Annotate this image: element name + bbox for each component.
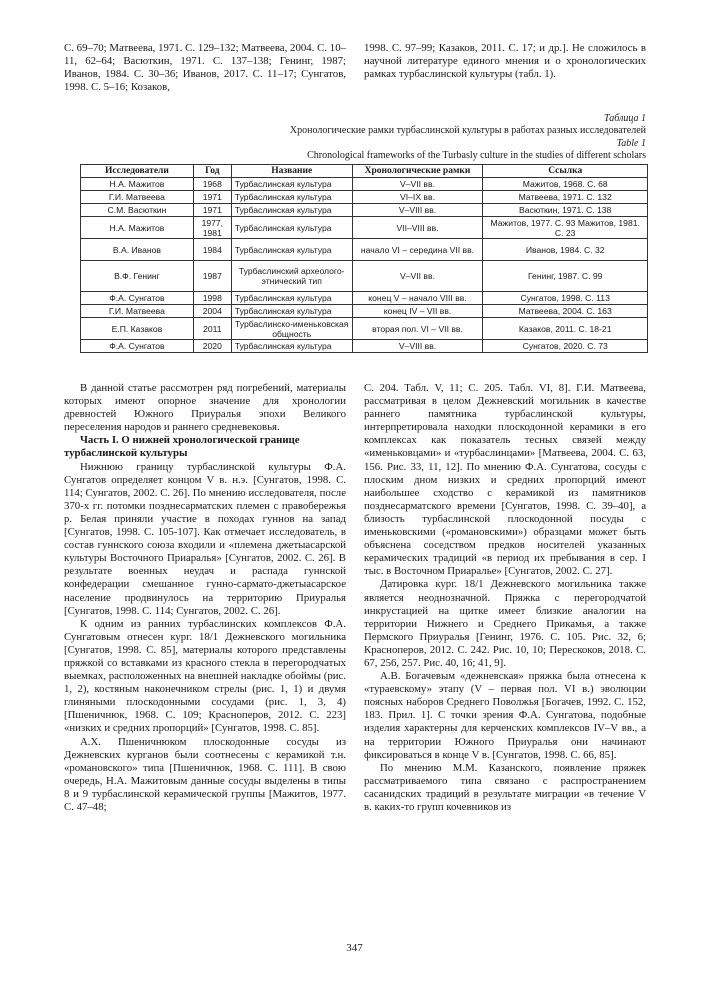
cell-name: Турбаслинско-именьковская общность [231, 318, 352, 340]
cell-reference: Матвеева, 2004. С. 163 [483, 305, 648, 318]
top-right-column [364, 42, 646, 81]
table-label-en: Table 1 [616, 138, 646, 149]
cell-year: 1971 [193, 191, 231, 204]
cell-range: V–VIII вв. [352, 340, 483, 353]
table-row [81, 178, 648, 191]
table-row [81, 217, 648, 239]
cell-name: Турбаслинская культура [231, 191, 352, 204]
table-row [81, 305, 648, 318]
table-row [81, 239, 648, 261]
cell-name: Турбаслинская культура [231, 217, 352, 239]
paragraph: С. 204. Табл. V, 11; С. 205. Табл. VI, 8]. Г.И. Матвеева, рассматривая в целом Дежневский могильник в качестве раннего памятника турбаслинской культуры, интерпретировала находки плоскодонной керамики в его комплексах как показатель тесных связей между «именьковцами» и «турбаслинцами» [Матвеева, 2004. С. 63, 156. Рис. 33, 11, 12]. По мнению Ф.А. Сунгатова, сосуды с плоским дном низких и средних пропорций имеют наибольшее сходство с керамикой из памятников позднесарматского времени [Сунгатов, 1998. С. 39–40], а близость турбаслинской плоскодонной посуды с именьковскими («романовскими») образцами может быть объяснена соседством предков носителей указанных керамических традиций «в период их пребывания в сер. I тыс. в Восточном Приаралье» [Сунгатов, 2002. С. 27]. [364, 382, 646, 578]
cell-researcher: В.Ф. Генинг [81, 261, 194, 292]
cell-range: VI–IX вв. [352, 191, 483, 204]
paragraph: По мнению М.М. Казанского, появление пряжек рассматриваемого типа связано с распространением сасанидских традиций в результате миграции «в течение V в. каких-то групп кочевников из [364, 761, 646, 813]
right-column [364, 382, 646, 814]
cell-reference: Сунгатов, 2020. С. 73 [483, 340, 648, 353]
cell-range: V–VII вв. [352, 178, 483, 191]
cell-name: Турбаслинская культура [231, 239, 352, 261]
cell-researcher: С.М. Васюткин [81, 204, 194, 217]
cell-range: конец IV – VII вв. [352, 305, 483, 318]
cell-researcher: Г.И. Матвеева [81, 191, 194, 204]
paragraph: А.В. Богачевым «дежневская» пряжка была отнесена к «тураевскому» этапу (V – первая пол. VI в.) эволюции поясных наборов Среднего Поволжья [Богачев, 1992. С. 152, 183. Прил. 1]. С точки зрения Ф.А. Сунгатова, подобные изделия характерны для керченских комплексов IV–V вв., а на территории Южного Приуралья они начинают фиксироваться в конце V в. [Сунгатов, 1998. С. 66, 85]. [364, 670, 646, 761]
cell-range: VII–VIII вв. [352, 217, 483, 239]
left-column [64, 382, 346, 814]
table-header-row [81, 165, 648, 178]
cell-researcher: Г.И. Матвеева [81, 305, 194, 318]
cell-year: 1998 [193, 292, 231, 305]
cell-range: V–VII вв. [352, 261, 483, 292]
cell-year: 1968 [193, 178, 231, 191]
cell-name: Турбаслинская культура [231, 340, 352, 353]
cell-researcher: Н.А. Мажитов [81, 178, 194, 191]
cell-reference: Васюткин, 1971. С. 138 [483, 204, 648, 217]
cell-researcher: Ф.А. Сунгатов [81, 340, 194, 353]
cell-year: 2011 [193, 318, 231, 340]
header-year: Год [193, 165, 231, 178]
paragraph: С. 69–70; Матвеева, 1971. С. 129–132; Матвеева, 2004. С. 10–11, 62–64; Васюткин, 1971. С. 137–138; Генинг, 1987; Иванов, 1984. С. 30–36; Иванов, 2017. С. 11–17; Сунгатов, 1998. С. 5–16; Козаков, [64, 42, 346, 94]
cell-reference: Матвеева, 1971. С. 132 [483, 191, 648, 204]
table-row [81, 340, 648, 353]
chronology-table [80, 164, 648, 353]
cell-reference: Мажитов, 1968. С. 68 [483, 178, 648, 191]
paragraph: А.Х. Пшеничнюком плоскодонные сосуды из Дежневских курганов были соотнесены с керамикой т.н. «романовского» типа [Пшеничнюк, 1968. С. 111]. В свою очередь, Н.А. Мажитовым данные сосуды выделены в типы 8 и 9 турбаслинской керамической группы [Мажитов, 1977. С. 47–48; [64, 735, 346, 813]
paragraph: Датировка кург. 18/1 Дежневского могильника также является неоднозначной. Пряжка с перегородчатой инкрустацией на щитке имеет близкие аналогии на территории Нижнего и Среднего Прикамья, а также Пермского Приуралья [Генинг, 1976. С. 105. Рис. 32, 6; Красноперов, 2012. С. 242. Рис. 10, 10; Перескоков, 2018. С. 67, 256, 257. Рис. 40, 16; 41, 9]. [364, 578, 646, 669]
cell-reference: Генинг, 1987. С. 99 [483, 261, 648, 292]
cell-year: 1977, 1981 [193, 217, 231, 239]
cell-name: Турбаслинская культура [231, 292, 352, 305]
table-row [81, 318, 648, 340]
cell-name: Турбаслинская культура [231, 305, 352, 318]
cell-name: Турбаслинская культура [231, 204, 352, 217]
cell-name: Турбаслинский археолого-этнический тип [231, 261, 352, 292]
table-label-ru: Таблица 1 [604, 113, 646, 124]
cell-reference: Иванов, 1984. С. 32 [483, 239, 648, 261]
cell-reference: Казаков, 2011. С. 18-21 [483, 318, 648, 340]
paragraph: К одним из ранних турбаслинских комплексов Ф.А. Сунгатовым отнесен кург. 18/1 Дежневского могильника [Сунгатов, 1998. С. 85], материалы которого представлены пряжкой со вставками из красного стекла в перегородчатых выемках, расположенных на внешней накладке обоймы (рис. 1, 2), костяным наконечником стрелы (рис. 1, 1) и двумя глиняными плоскодонными сосудами (рис. 1, 3, 4) [Пшеничнюк, 1968. С. 109; Красноперов, 2012. С. 223] «низких и средних пропорций» [Сунгатов, 1998. С. 85]. [64, 617, 346, 735]
table-row [81, 261, 648, 292]
page-number: 347 [346, 942, 363, 954]
table-row [81, 204, 648, 217]
header-researcher: Исследователи [81, 165, 194, 178]
cell-researcher: Ф.А. Сунгатов [81, 292, 194, 305]
table-row [81, 292, 648, 305]
section-heading: Часть I. О нижней хронологической границе турбаслинской культуры [64, 434, 300, 460]
table-title-ru: Хронологические рамки турбаслинской культуры в работах разных исследователей [289, 125, 646, 136]
cell-reference: Мажитов, 1977. С. 93 Мажитов, 1981. С. 23 [483, 217, 648, 239]
table-row [81, 191, 648, 204]
cell-year: 1987 [193, 261, 231, 292]
cell-range: конец V – начало VIII вв. [352, 292, 483, 305]
paragraph-intro: В данной статье рассмотрен ряд погребений, материалы которых имеют опорное значение для хронологии древностей Южного Приуралья эпохи Великого переселения народов и раннего средневековья. [64, 382, 346, 434]
cell-year: 1984 [193, 239, 231, 261]
header-name: Название [231, 165, 352, 178]
cell-range: V–VIII вв. [352, 204, 483, 217]
cell-researcher: В.А. Иванов [81, 239, 194, 261]
cell-range: начало VI – середина VII вв. [352, 239, 483, 261]
cell-year: 2004 [193, 305, 231, 318]
paragraph: Нижнюю границу турбаслинской культуры Ф.А. Сунгатов определяет концом V в. н.э. [Сунгатов, 1998. С. 114; Сунгатов, 2002. С. 26]. По мнению исследователя, после 370-х гг. потомки позднесарматских племен с правобережья р. Белая приняли участие в походах гуннов на запад [Сунгатов, 1998. С. 105-107]. Как отмечает исследователь, в состав гуннского союза входили и «племена джетыасарской культуры Восточного Приаралья» [Сунгатов, 2002. С. 26]. В результате военных неудач и распада гуннской конфедерации смешанное гунно-сармато-джетыасарское население продвинулось на территорию Приуралья [Сунгатов, 1998. С. 114; Сунгатов, 2002. С. 26]. [64, 460, 346, 617]
cell-name: Турбаслинская культура [231, 178, 352, 191]
cell-reference: Сунгатов, 1998. С. 113 [483, 292, 648, 305]
header-range: Хронологические рамки [352, 165, 483, 178]
top-left-column [64, 42, 346, 94]
table-title-en: Chronological frameworks of the Turbasly culture in the studies of different scholars [307, 150, 646, 161]
cell-researcher: Н.А. Мажитов [81, 217, 194, 239]
cell-year: 1971 [193, 204, 231, 217]
paragraph: 1998. С. 97–99; Казаков, 2011. С. 17; и др.]. Не сложилось в научной литературе единого мнения и о хронологических рамках турбаслинской культуры (табл. 1). [364, 42, 646, 81]
cell-researcher: Е.П. Казаков [81, 318, 194, 340]
header-reference: Ссылка [483, 165, 648, 178]
cell-range: вторая пол. VI – VII вв. [352, 318, 483, 340]
cell-year: 2020 [193, 340, 231, 353]
